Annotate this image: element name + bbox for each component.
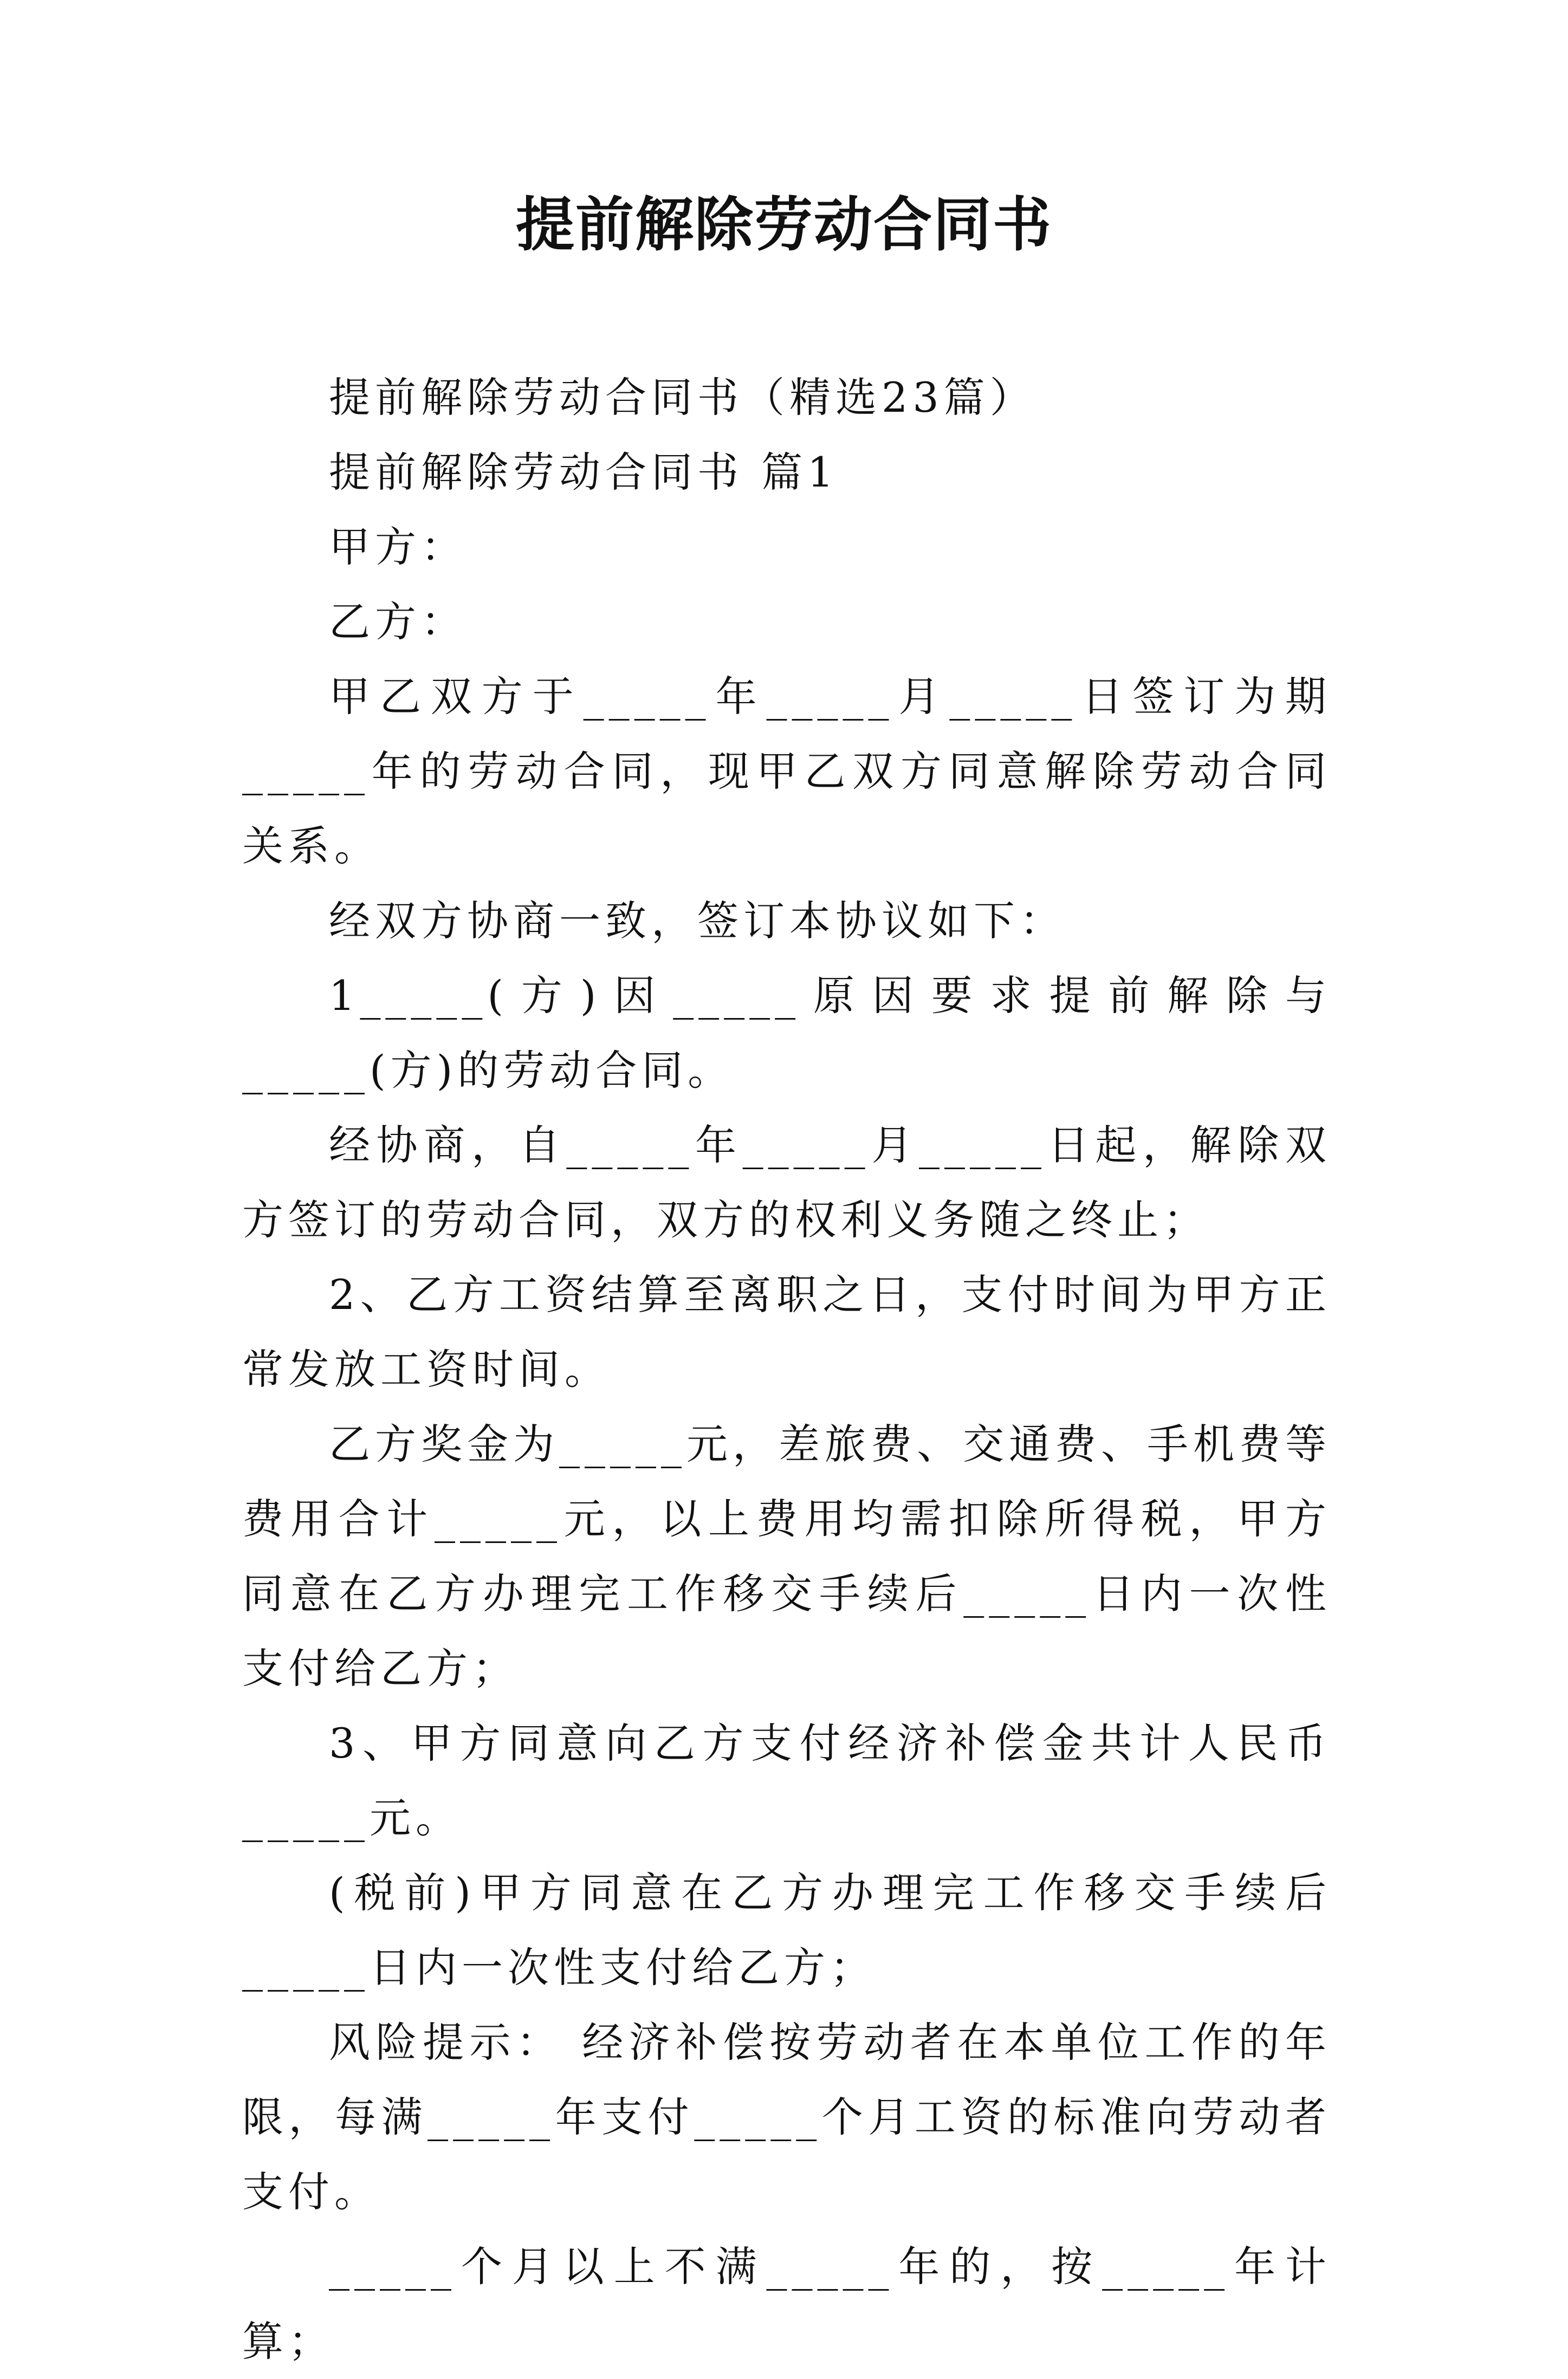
paragraph: 3、甲方同意向乙方支付经济补偿金共计人民币_____元。	[242, 1719, 1331, 1842]
document-body	[242, 360, 1331, 2379]
paragraph: 乙方：	[329, 598, 467, 646]
paragraph: 1_____(方)因_____原因要求提前解除与_____(方)的劳动合同。	[242, 971, 1331, 1094]
paragraph: 甲方：	[329, 523, 467, 571]
paragraph: 2、乙方工资结算至离职之日，支付时间为甲方正常发放工资时间。	[242, 1270, 1331, 1393]
paragraph: 经双方协商一致，签订本协议如下：	[329, 897, 1066, 945]
paragraph: 风险提示： 经济补偿按劳动者在本单位工作的年限，每满_____年支付_____个月工资的标准向劳动者支付。	[242, 2018, 1331, 2216]
paragraph: (税前)甲方同意在乙方办理完工作移交手续后_____日内一次性支付给乙方；	[242, 1869, 1331, 1992]
paragraph: 甲乙双方于_____年_____月_____日签订为期_____年的劳动合同，现甲乙双方同意解除劳动合同关系。	[242, 672, 1331, 870]
paragraph: 经协商，自_____年_____月_____日起，解除双方签订的劳动合同，双方的权利义务随之终止；	[242, 1121, 1331, 1244]
paragraph: _____个月以上不满_____年的，按_____年计算；	[242, 2242, 1331, 2365]
paragraph: 乙方奖金为_____元，差旅费、交通费、手机费等费用合计_____元，以上费用均需扣除所得税，甲方同意在乙方办理完工作移交手续后_____日内一次性支付给乙方；	[242, 1420, 1331, 1693]
document-title: 提前解除劳动合同书	[515, 191, 1052, 259]
paragraph: 提前解除劳动合同书（精选23篇）	[329, 373, 1036, 422]
paragraph: 提前解除劳动合同书 篇1	[329, 448, 839, 496]
